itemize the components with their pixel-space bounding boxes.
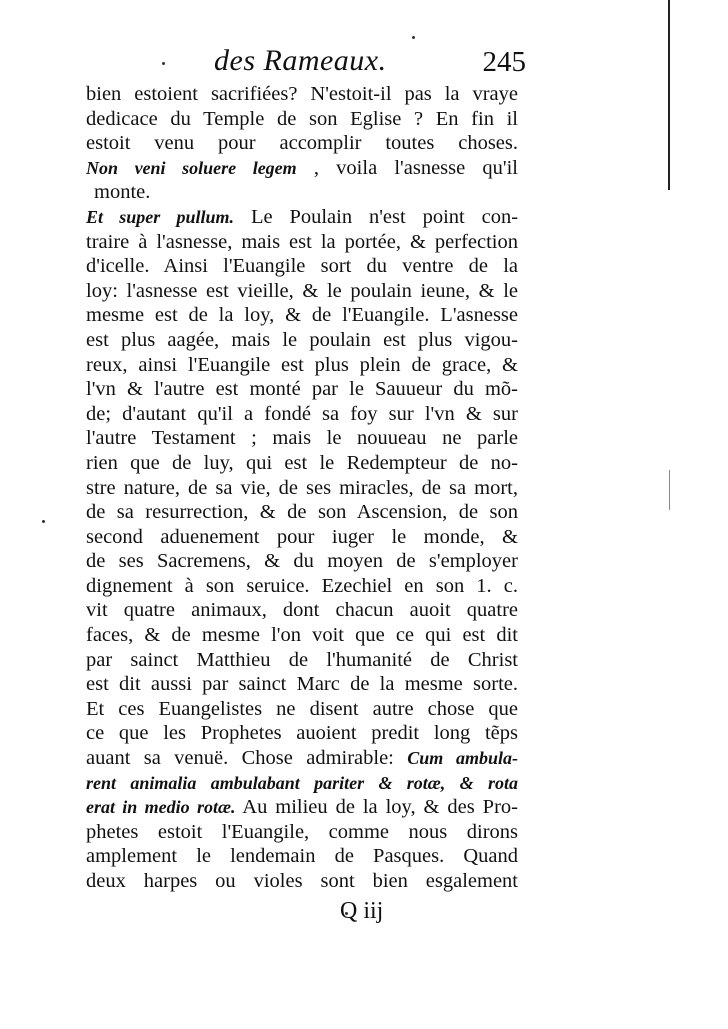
page-edge-shadow <box>668 0 670 190</box>
page-edge-shadow-lower <box>669 470 670 510</box>
text-line: faces, & de mesme l'on voit que ce qui est dit <box>86 624 518 647</box>
text-line: par sainct Matthieu de l'humanité de Christ <box>86 648 518 671</box>
text-line <box>86 771 518 796</box>
ink-speck <box>42 520 45 523</box>
text-line: estoit venu pour accomplir toutes choses. <box>86 132 518 155</box>
text-line: vit quatre animaux, dont chacun auoit quatre <box>86 599 518 622</box>
text-line: stre nature, de sa vie, de ses miracles, de sa mort, <box>86 476 518 499</box>
text-line: l'autre Testament ; mais le nouueau ne parle <box>86 427 518 450</box>
text-line: d'icelle. Ainsi l'Euangile sort du ventre de la <box>86 255 518 278</box>
text-line: rien que de luy, qui est le Redempteur de no- <box>86 451 518 474</box>
text-span: Le Poulain n'est point con- <box>250 205 519 228</box>
latin-quote: Cum ambula- <box>407 748 519 769</box>
text-line: dedicace du Temple de son Eglise ? En fin il <box>86 107 518 130</box>
text-line: bien estoient sacrifiées? N'estoit-il pas la vraye <box>86 83 518 105</box>
page-header <box>86 44 526 84</box>
text-line: amplement le lendemain de Pasques. Quand <box>86 845 518 868</box>
text-line: mesme est de la loy, & de l'Euangile. L'asnesse <box>86 304 518 327</box>
page-number: 245 <box>482 46 526 78</box>
text-span: auant sa venuë. Chose admirable: <box>86 747 394 770</box>
text-line: deux harpes ou violes sont bien esgalement <box>86 870 518 892</box>
text-line: est plus aagée, mais le poulain est plus vigou- <box>86 328 518 351</box>
text-line: monte. <box>94 181 151 204</box>
text-line: Et ces Euangelistes ne disent autre chose que <box>86 697 518 720</box>
text-line <box>86 156 518 181</box>
text-line <box>86 795 518 820</box>
text-line <box>86 746 518 771</box>
latin-quote: rent animalia ambulabant pariter & rotæ, & rota <box>86 772 518 793</box>
latin-quote: Et super pullum. <box>86 206 235 227</box>
text-line: l'vn & l'autre est monté par le Sauueur du mõ- <box>86 378 518 401</box>
text-line: second aduenement pour iuger le monde, & <box>86 525 518 548</box>
signature-mark: Q iij <box>340 898 384 924</box>
text-line: dignement à son seruice. Ezechiel en son 1. c. <box>86 574 518 597</box>
text-line <box>86 205 518 230</box>
latin-quote: erat in medio rotæ. <box>86 797 236 818</box>
text-line: traire à l'asnesse, mais est la portée, & perfection <box>86 230 518 253</box>
text-line: loy: l'asnesse est vieille, & le poulain ieune, & le <box>86 279 518 302</box>
text-line: est dit aussi par sainct Marc de la mesme sorte. <box>86 673 518 696</box>
body-text <box>86 82 518 894</box>
running-head: des Rameaux. <box>214 44 387 77</box>
text-line: ce que les Prophetes auoient predit long tẽps <box>86 722 518 745</box>
text-span: , voila l'asnesse qu'il <box>313 156 518 179</box>
latin-quote: Non veni soluere legem <box>86 157 297 178</box>
text-line: de ses Sacremens, & du moyen de s'employer <box>86 550 518 573</box>
text-line: de; d'autant qu'il a fondé sa foy sur l'vn & sur <box>86 402 518 425</box>
text-span: Au milieu de la loy, & des Pro- <box>242 796 518 819</box>
text-line: reux, ainsi l'Euangile est plus plein de grace, & <box>86 353 518 376</box>
ink-speck <box>412 36 415 39</box>
text-line: phetes estoit l'Euangile, comme nous dirons <box>86 820 518 843</box>
text-line: de sa resurrection, & de son Ascension, de son <box>86 501 518 524</box>
